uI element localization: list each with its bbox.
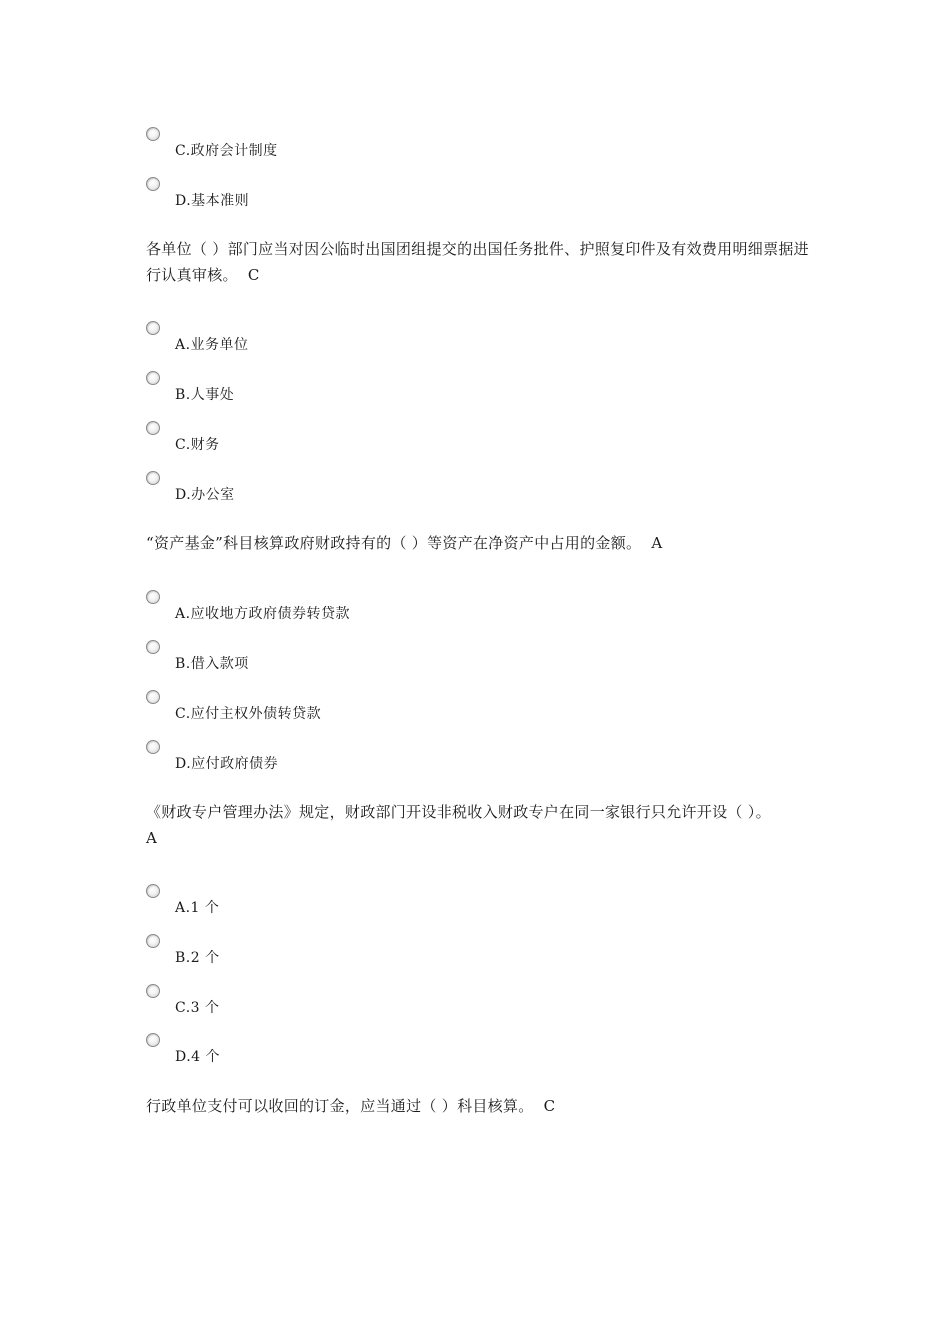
option-label: D.办公室 — [175, 487, 235, 503]
radio-button[interactable] — [146, 421, 160, 435]
option-label: D.4 个 — [175, 1049, 221, 1065]
option-label: C.财务 — [175, 437, 220, 453]
radio-button[interactable] — [146, 177, 160, 191]
answer-key: A — [651, 534, 663, 552]
option-label: B.人事处 — [175, 387, 235, 403]
radio-button[interactable] — [146, 740, 160, 754]
radio-button[interactable] — [146, 321, 160, 335]
radio-button[interactable] — [146, 640, 160, 654]
radio-button[interactable] — [146, 984, 160, 998]
answer-key: C — [247, 266, 260, 284]
radio-button[interactable] — [146, 371, 160, 385]
question-text: 行政单位支付可以收回的订金，应当通过（ ）科目核算。 — [146, 1097, 534, 1115]
question-text: 各单位（ ）部门应当对因公临时出国团组提交的出国任务批件、护照复印件及有效费用明细票据进行认真审核。 — [146, 240, 809, 284]
option-label: D.基本准则 — [175, 193, 250, 209]
option-label: B.借入款项 — [175, 656, 249, 672]
question-text: 《财政专户管理办法》规定，财政部门开设非税收入财政专户在同一家银行只允许开设（ ）。 — [146, 803, 771, 821]
radio-button[interactable] — [146, 471, 160, 485]
question-1 — [146, 236, 816, 288]
question-4 — [146, 1093, 816, 1119]
question-3 — [146, 799, 816, 851]
option-label: A.业务单位 — [175, 337, 249, 353]
option-label: A.应收地方政府债券转贷款 — [175, 606, 351, 622]
radio-button[interactable] — [146, 934, 160, 948]
radio-button[interactable] — [146, 127, 160, 141]
radio-button[interactable] — [146, 1033, 160, 1047]
option-label: C.政府会计制度 — [175, 143, 278, 159]
option-label: C.3 个 — [175, 1000, 220, 1016]
radio-button[interactable] — [146, 884, 160, 898]
answer-key: C — [543, 1097, 556, 1115]
answer-key: A — [146, 829, 158, 847]
option-label: A.1 个 — [175, 900, 220, 916]
question-2 — [146, 530, 816, 556]
radio-button[interactable] — [146, 590, 160, 604]
option-label: D.应付政府债券 — [175, 756, 279, 772]
question-text: “资产基金”科目核算政府财政持有的（ ）等资产在净资产中占用的金额。 — [146, 534, 642, 552]
option-label: B.2 个 — [175, 950, 220, 966]
radio-button[interactable] — [146, 690, 160, 704]
option-label: C.应付主权外债转贷款 — [175, 706, 322, 722]
